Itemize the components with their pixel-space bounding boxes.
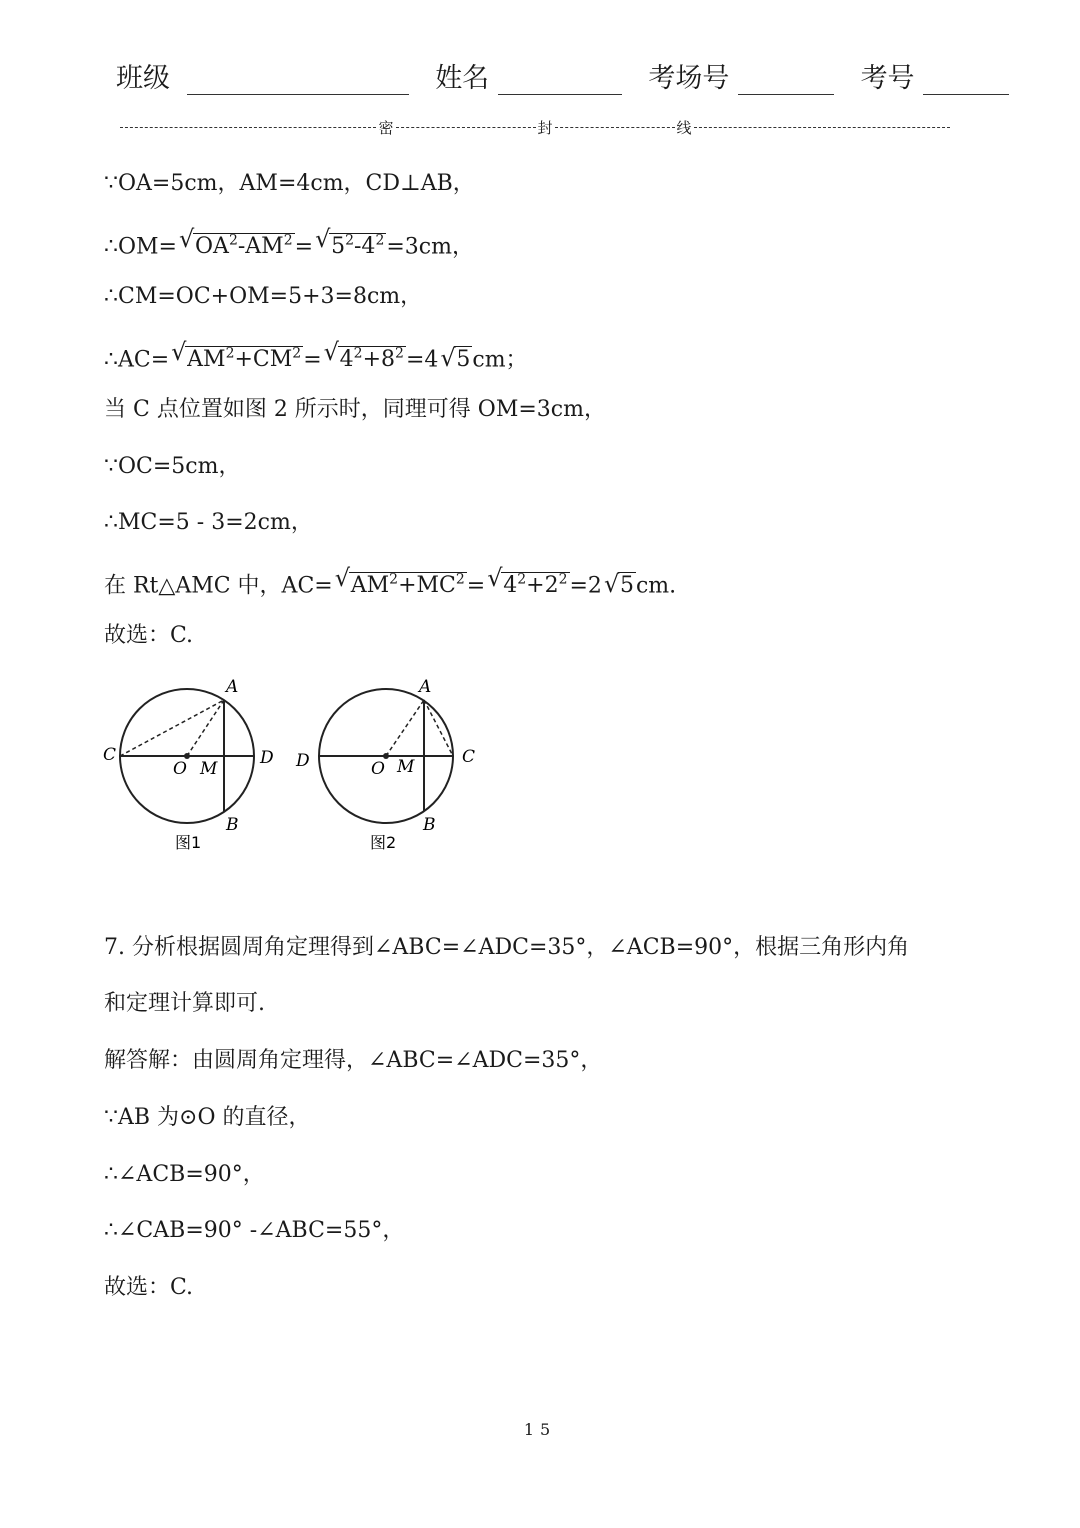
class-label: 班级 bbox=[116, 63, 170, 94]
seal-char-feng: 封 bbox=[537, 118, 553, 137]
seal-dash bbox=[120, 127, 376, 128]
text-line: 故选：C. bbox=[104, 1275, 194, 1300]
radicand-term: -AM bbox=[237, 234, 284, 260]
formula-text: =2 bbox=[569, 573, 602, 599]
text-line: 当 C 点位置如图 2 所示时，同理可得 OM=3cm， bbox=[104, 397, 606, 422]
exponent: 2 bbox=[517, 572, 527, 588]
radicand bbox=[185, 346, 303, 372]
radicand: 5 bbox=[619, 573, 634, 599]
seal-dash bbox=[396, 127, 536, 128]
page-number: 15 bbox=[523, 1420, 557, 1439]
formula-text: cm； bbox=[472, 347, 528, 373]
radical bbox=[179, 225, 295, 263]
name-label: 姓名 bbox=[435, 63, 490, 94]
formula-text: ∴AC= bbox=[104, 347, 170, 373]
radicand: 5 bbox=[456, 347, 471, 373]
exponent: 2 bbox=[389, 572, 399, 588]
text-line: ∵AB 为⊙O 的直径， bbox=[104, 1105, 311, 1130]
text-line: ∴∠ACB=90°， bbox=[104, 1162, 265, 1187]
label-a: A bbox=[226, 677, 239, 697]
exponent: 2 bbox=[345, 233, 354, 249]
radicand-term: +2 bbox=[526, 573, 559, 599]
label-o: O bbox=[173, 759, 187, 779]
exponent: 2 bbox=[228, 233, 238, 249]
exponent: 2 bbox=[375, 233, 385, 249]
radicand-term: -4 bbox=[354, 234, 376, 260]
class-blank[interactable] bbox=[187, 64, 409, 95]
figure-caption: 图2 bbox=[370, 833, 397, 852]
exponent: 2 bbox=[225, 346, 235, 362]
number-blank[interactable] bbox=[923, 64, 1009, 95]
formula-ac bbox=[104, 338, 528, 376]
seal-char-xian: 线 bbox=[676, 118, 692, 137]
formula-text: =4 bbox=[405, 347, 439, 373]
text-line: 故选：C. bbox=[104, 623, 194, 648]
exponent: 2 bbox=[283, 233, 293, 249]
exponent: 2 bbox=[558, 572, 568, 588]
formula-text: = bbox=[466, 573, 486, 599]
figure-1 bbox=[100, 676, 290, 860]
radicand bbox=[349, 572, 467, 598]
room-label: 考场号 bbox=[648, 63, 730, 94]
text-line: 和定理计算即可. bbox=[104, 991, 265, 1016]
number-label: 考号 bbox=[860, 63, 915, 94]
radicand-term: 5 bbox=[331, 234, 346, 260]
radical bbox=[487, 564, 569, 602]
seal-char-mi: 密 bbox=[378, 118, 394, 137]
formula-text: = bbox=[303, 347, 322, 373]
formula-om bbox=[104, 225, 474, 263]
label-a: A bbox=[419, 677, 432, 697]
label-b: B bbox=[226, 815, 239, 835]
segment-oa bbox=[187, 700, 224, 756]
radicand bbox=[193, 233, 295, 259]
figure-2 bbox=[290, 676, 490, 860]
radicand-term: +CM bbox=[234, 347, 293, 373]
formula-text: =3cm， bbox=[386, 234, 474, 260]
radical bbox=[335, 564, 467, 602]
label-d: D bbox=[260, 748, 274, 768]
room-blank[interactable] bbox=[738, 64, 834, 95]
label-m: M bbox=[397, 757, 415, 777]
text-line: ∴MC=5 - 3=2cm， bbox=[104, 510, 313, 535]
label-b: B bbox=[423, 815, 436, 835]
radical bbox=[171, 338, 303, 376]
radicand-term: AM bbox=[187, 347, 226, 373]
label-o: O bbox=[371, 759, 385, 779]
text-line: ∴∠CAB=90° -∠ABC=55°， bbox=[104, 1218, 405, 1243]
exponent: 2 bbox=[455, 572, 465, 588]
segment-oa bbox=[386, 700, 424, 756]
text-line: ∵OC=5cm， bbox=[104, 454, 241, 479]
radicand bbox=[329, 233, 386, 259]
radicand-term: 4 bbox=[503, 573, 518, 599]
seal-dash bbox=[694, 127, 950, 128]
radical bbox=[604, 570, 636, 602]
formula-ac-rt bbox=[104, 564, 676, 602]
label-m: M bbox=[200, 759, 218, 779]
radicand-term: 4 bbox=[339, 347, 354, 373]
radical bbox=[315, 225, 386, 263]
text-line: ∴CM=OC+OM=5+3=8cm， bbox=[104, 284, 423, 309]
text-line: 7. 分析根据圆周角定理得到∠ABC=∠ADC=35°，∠ACB=90°，根据三角形内角 bbox=[104, 935, 910, 960]
formula-text: 在 Rt△AMC 中，AC= bbox=[104, 573, 333, 599]
label-c: C bbox=[462, 747, 476, 767]
radicand-term: +MC bbox=[398, 573, 456, 599]
radicand-term: +8 bbox=[362, 347, 396, 373]
text-line: ∵OA=5cm，AM=4cm，CD⊥AB， bbox=[104, 171, 475, 196]
radicand-term: AM bbox=[350, 573, 390, 599]
exam-header bbox=[116, 56, 1009, 96]
radicand bbox=[338, 346, 406, 372]
text-line: 解答解：由圆周角定理得，∠ABC=∠ADC=35°， bbox=[104, 1048, 603, 1073]
label-d: D bbox=[296, 751, 310, 771]
label-c: C bbox=[103, 745, 117, 765]
seal-dash bbox=[555, 127, 675, 128]
seal-line bbox=[118, 116, 952, 138]
exponent: 2 bbox=[353, 346, 363, 362]
radical bbox=[440, 344, 472, 376]
radical bbox=[324, 338, 406, 376]
radicand bbox=[501, 572, 569, 598]
exponent: 2 bbox=[395, 346, 404, 362]
formula-text: cm. bbox=[635, 573, 677, 599]
name-blank[interactable] bbox=[498, 64, 622, 95]
formula-text: ∴OM= bbox=[104, 234, 177, 260]
formula-text: = bbox=[294, 234, 314, 260]
exponent: 2 bbox=[292, 346, 302, 362]
figure-caption: 图1 bbox=[175, 833, 202, 852]
segment-ac bbox=[424, 700, 453, 756]
radicand-term: OA bbox=[195, 234, 229, 260]
segment-ca bbox=[120, 700, 224, 756]
